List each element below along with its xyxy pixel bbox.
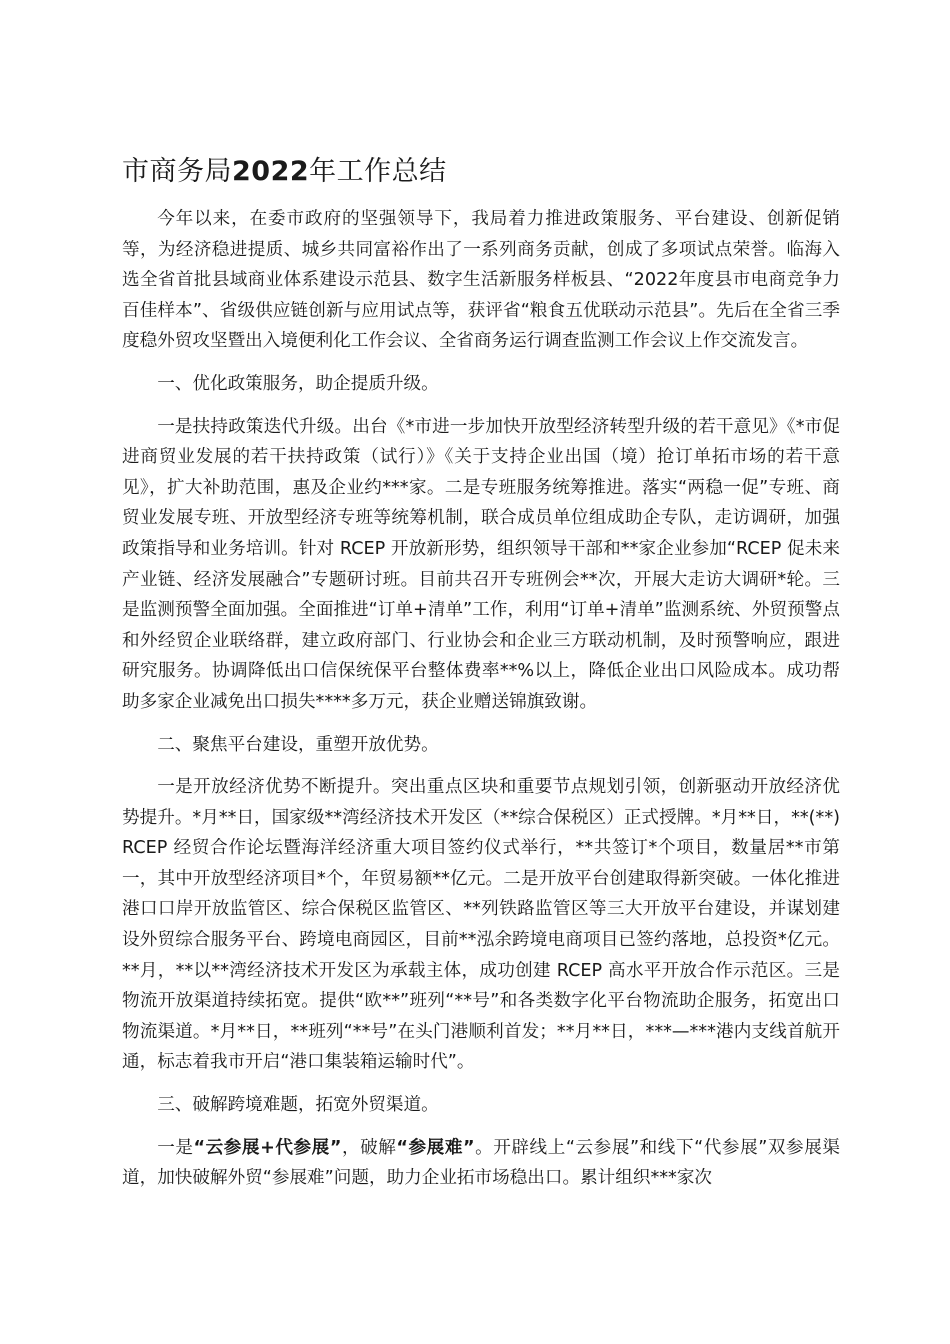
section-1-body: 一是扶持政策迭代升级。出台《*市进一步加快开放型经济转型升级的若干意见》《*市促进商贸业发展的若干扶持政策（试行）》《关于支持企业出国（境）抢订单拓市场的若干意见》，扩大补助范围，惠及企业约***家。二是专班服务统筹推进。落实“两稳一促”专班、商贸业发展专班、开放型经济专班等统筹机制，联合成员单位组成助企专队，走访调研，加强政策指导和业务培训。针对 RCEP 开放新形势，组织领导干部和**家企业参加“RCEP 促未来产业链、经济发展融合”专题研讨班。目前共召开专班例会**次，开展大走访大调研*轮。三是监测预警全面加强。全面推进“订单+清单”工作，利用“订单+清单”监测系统、外贸预警点和外经贸企业联络群，建立政府部门、行业协会和企业三方联动机制，及时预警响应，跟进研究服务。协调降低出口信保统保平台整体费率**%以上，降低企业出口风险成本。成功帮助多家企业减免出口损失****多万元，获企业赠送锦旗致谢。 [122, 416, 840, 712]
section-3-lead-pre: 一是 [157, 1137, 194, 1158]
document-page [122, 150, 840, 1206]
title-prefix: 市商务局 [122, 156, 232, 187]
section-3-lead-post: 。开辟线上“云参展”和线下“代参展”双参展渠道，加快破解外贸“参展难”问题，助力企业拓市场稳出口。累计组织***家次 [122, 1137, 840, 1189]
intro-paragraph: 今年以来，在委市政府的坚强领导下，我局着力推进政策服务、平台建设、创新促销等，为经济稳进提质、城乡共同富裕作出了一系列商务贡献，创成了多项试点荣誉。临海入选全省首批县域商业体系建设示范县、数字生活新服务样板县、“2022年度县市电商竞争力百佳样本”、省级供应链创新与应用试点等，获评省“粮食五优联动示范县”。先后在全省三季度稳外贸攻坚暨出入境便利化工作会议、全省商务运行调查监测工作会议上作交流发言。 [122, 209, 840, 352]
section-3-lead-bold-1: “云参展+代参展” [193, 1137, 342, 1158]
section-2-heading: 二、聚焦平台建设，重塑开放优势。 [157, 734, 439, 755]
title-suffix: 年工作总结 [309, 156, 447, 187]
document-title [122, 150, 840, 194]
section-3-body [122, 1133, 840, 1194]
section-3-heading: 三、破解跨境难题，拓宽外贸渠道。 [157, 1095, 439, 1116]
section-3-lead-bold-2: “参展难” [396, 1137, 475, 1158]
section-3-lead-mid: ，破解 [341, 1137, 397, 1158]
section-1-heading: 一、优化政策服务，助企提质升级。 [157, 373, 439, 394]
section-2-body: 一是开放经济优势不断提升。突出重点区块和重要节点规划引领，创新驱动开放经济优势提升。*月**日，国家级**湾经济技术开发区（**综合保税区）正式授牌。*月**日，**(**)RCEP 经贸合作论坛暨海洋经济重大项目签约仪式举行，**共签订*个项目，数量居**市第一，其中开放型经济项目*个，年贸易额**亿元。二是开放平台创建取得新突破。一体化推进港口口岸开放监管区、综合保税区监管区、**列铁路监管区等三大开放平台建设，并谋划建设外贸综合服务平台、跨境电商园区，目前**泓余跨境电商项目已签约落地，总投资*亿元。**月，**以**湾经济技术开发区为承载主体，成功创建 RCEP 高水平开放合作示范区。三是物流开放渠道持续拓宽。提供“欧**”班列“**号”和各类数字化平台物流助企服务，拓宽出口物流渠道。*月**日，**班列“**号”在头门港顺利首发；**月**日，***—***港内支线首航开通，标志着我市开启“港口集装箱运输时代”。 [122, 777, 840, 1073]
title-year: 2022 [232, 156, 310, 187]
